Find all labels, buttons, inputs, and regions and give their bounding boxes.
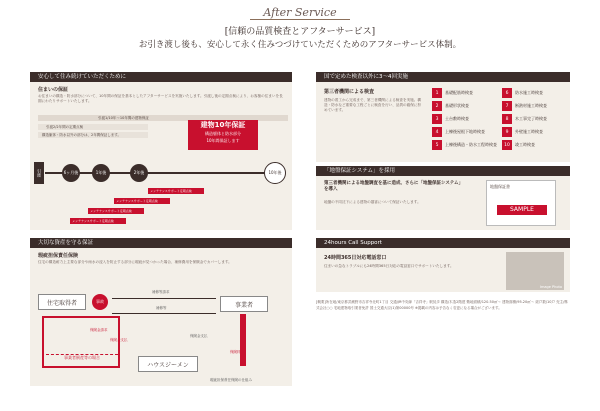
section-title: 24hours Call Support [316, 238, 570, 248]
image-caption: Image Photo [539, 285, 562, 289]
inspection-number: 9 [502, 127, 512, 137]
bankrupt-label: 事業者倒産等の場合 [46, 354, 118, 362]
inspection-item [432, 114, 498, 124]
milestone-1y: 1年後 [92, 164, 110, 182]
housegmen-box: ハウスジーメン [138, 356, 198, 372]
inspection-number: 4 [432, 127, 442, 137]
section-call [316, 238, 570, 292]
section-title: 安心して住み続けていただくために [30, 72, 292, 82]
badge-line-1: 構造躯体と防水部分 [205, 131, 241, 136]
inspection-number: 10 [502, 140, 512, 150]
repair-arrow [112, 313, 216, 314]
timeline-start: 引渡 [34, 162, 44, 184]
section-title: 「地盤保証システム」を採用 [316, 166, 570, 176]
section-body: 地盤の不同沈下による建物の損害について保証いたします。 [324, 200, 421, 204]
inspection-item [502, 140, 568, 150]
certificate-title: 地盤保証書 [490, 184, 510, 189]
section-subtitle: 瑕疵担保責任保険 [38, 253, 79, 259]
section-body: お住まいの構造・防水部分について、10年間の保証を基本としたアフターサービスを実施いたします。引渡し後の定期点検により、お客様の住まいを長期にわたりサポートいたします。 [38, 94, 283, 103]
sample-stamp: SAMPLE [497, 205, 547, 215]
header-subtitle: [信頼の品質検査とアフターサービス] [224, 27, 376, 37]
inspection-number: 5 [432, 140, 442, 150]
section-subtitle: 第三者機関による検査 [324, 89, 375, 95]
note-4: メンテナンスサポート定期点検 [70, 218, 126, 224]
section-insurance [30, 238, 292, 386]
section-body: 住宅の構造耐力上主要な部分や雨水の浸入を防止する部分に瑕疵が見つかった場合、補修費用を保険金でカバーします。 [38, 260, 232, 264]
timeline-bar-1: 引渡1/10年〜10年間の建物保証 [38, 115, 288, 121]
badge-title: 建物10年保証 [200, 121, 246, 129]
milestone-10y: 10年後 [264, 162, 286, 184]
accident-badge: 事故 [92, 294, 108, 310]
payment-label: 保険料 [230, 350, 241, 354]
pay-label-1: 保険金請求 [90, 328, 108, 332]
diagram-caption: 瑕疵担保責任保険の仕組み [210, 378, 252, 382]
inspection-label: 土台敷時検査 [445, 116, 469, 121]
warranty-badge [188, 120, 258, 150]
inspection-label: 竣工時検査 [515, 142, 535, 147]
header-rule [250, 19, 350, 20]
timeline-bar-3: 構造躯体・防水以外の部分は、2年間保証します。 [38, 132, 148, 138]
inspection-label: 木工事完了時検査 [515, 116, 547, 121]
note-2: メンテナンスサポート定期点検 [114, 198, 170, 204]
owner-box: 住宅取得者 [38, 294, 86, 310]
builder-arrow [240, 314, 246, 366]
inspection-number: 2 [432, 101, 442, 111]
inspection-number: 8 [502, 114, 512, 124]
section-subtitle: 第三者機関による地盤調査を基に造成、さらに「地盤保証システム」を導入 [324, 181, 464, 192]
inspection-label: 上棟後屋根下地時検査 [445, 129, 485, 134]
builder-box: 事業者 [220, 296, 268, 312]
inspection-label: 基礎形状検査 [445, 103, 469, 108]
inspection-item [502, 101, 568, 111]
note-3: メンテナンスサポート定期点検 [88, 208, 144, 214]
note-1: メンテナンスサポート定期点検 [148, 188, 204, 194]
section-subtitle: 住まいの保証 [38, 87, 69, 93]
inspection-label: 断熱材施工時検査 [515, 103, 547, 108]
inspection-item [432, 127, 498, 137]
section-body: 建物の着工から完成まで、第三者機関による検査を実施。構造・防水など重要な工程ごとに検査を行い、品質の確保に努めています。 [324, 98, 422, 112]
header-title: After Service [263, 6, 337, 19]
inspection-item [502, 114, 568, 124]
inspection-number: 6 [502, 88, 512, 98]
inspection-number: 7 [502, 101, 512, 111]
section-ground [316, 166, 570, 230]
pay-label-3: 保険金支払 [190, 334, 208, 338]
inspection-label: 上棟後構造・防水工程時検査 [445, 142, 497, 147]
inspection-label: 基礎配筋時検査 [445, 90, 473, 95]
footer-notes: [概要]所在地/東京都武蔵野市吉祥寺北町1丁目 交通/JR中央線「吉祥寺」駅徒歩 構造/木造2階建 敷地面積/120.50㎡〜 建物面積/95.20㎡〜 総戸数/10戸 売主/株式会社○○ 宅地建物取引業者免許 国土交通大臣(1)第00000号 ※掲載の内容は予告なく変更になる場合がございます。 [316, 300, 568, 310]
inspection-label: 防水施工時検査 [515, 90, 543, 95]
claim-label: 補修等請求 [152, 290, 170, 294]
image-photo [506, 252, 564, 290]
section-subtitle: 24時間365日対応電話窓口 [324, 255, 387, 261]
claim-arrow [112, 298, 216, 299]
inspection-label: 外壁施工時検査 [515, 129, 543, 134]
badge-line-2: 10年間保証します [206, 138, 240, 143]
inspection-number: 3 [432, 114, 442, 124]
milestone-2y: 2年後 [130, 164, 148, 182]
inspection-item [432, 101, 498, 111]
inspection-item [432, 88, 498, 98]
header-lead: お引き渡し後も、安心して永く住みつづけていただくためのアフターサービス体制。 [138, 40, 462, 50]
inspection-item [502, 127, 568, 137]
section-warranty [30, 72, 292, 230]
milestone-6m: 6ヶ月後 [62, 164, 80, 182]
inspection-number: 1 [432, 88, 442, 98]
pay-label-2: 保険金支払 [110, 338, 128, 342]
inspection-item [432, 140, 498, 150]
section-title: 国で定めた検査以外に3〜4回実施 [316, 72, 570, 82]
timeline-bar-2: 引渡2/2年間の定期点検 [38, 124, 148, 130]
certificate-doc [486, 180, 556, 226]
section-body: 住まいの急なトラブルにも24時間365日対応の電話窓口でサポートいたします。 [324, 264, 454, 268]
repair-label: 補修等 [156, 306, 167, 310]
inspection-item [502, 88, 568, 98]
section-title: 大切な資産を守る保証 [30, 238, 292, 248]
